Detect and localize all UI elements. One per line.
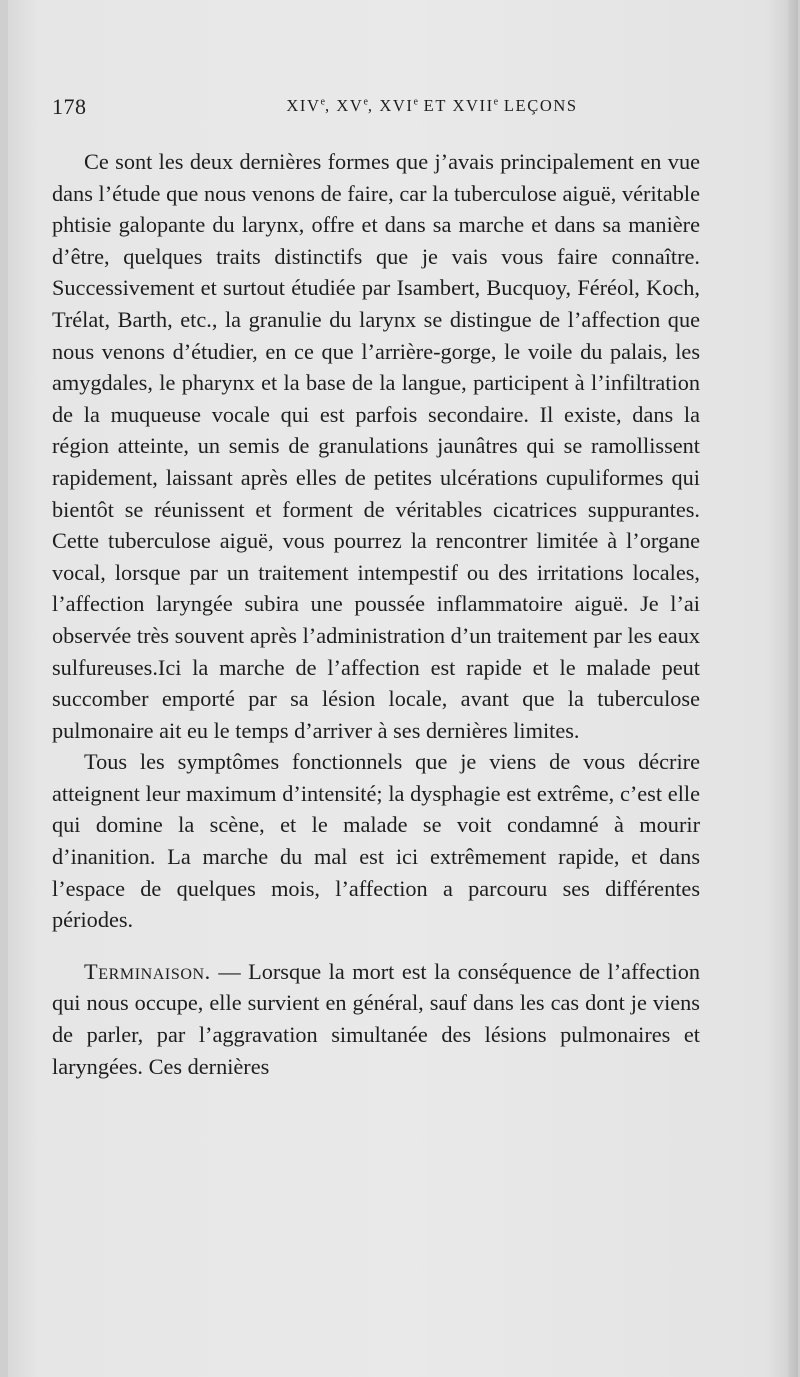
title-sup: e — [413, 96, 418, 108]
title-part: LEÇONS — [498, 96, 578, 115]
page-header — [52, 94, 702, 124]
section-terminaison — [52, 956, 700, 1082]
paragraph-2: Tous les symptômes fonctionnels que je viens de vous décrire atteignent leur maximum d’intensité; la dysphagie est extrême, c’est elle qui domine la scène, et le malade se voit condamné à mourir d’inanition. La marche du mal est ici extrêmement rapide, et dans l’espace de quelques mois, l’affection a parcouru ses différentes périodes. — [52, 749, 700, 933]
book-page — [8, 0, 798, 1377]
title-part: , XVI — [367, 96, 414, 115]
page-gutter-shadow — [788, 0, 798, 1377]
title-part: , XV — [324, 96, 364, 115]
title-sup: e — [320, 96, 325, 108]
running-title — [202, 96, 662, 116]
title-sup: e — [493, 96, 499, 108]
body-text — [52, 146, 700, 1082]
page-number: 178 — [52, 94, 87, 119]
paragraph-1: Ce sont les deux dernières formes que j’avais principalement en vue dans l’étude que nous venons de faire, car la tuberculose aiguë, véritable phtisie galopante du larynx, offre et dans sa marche et dans sa manière d’être, quelques traits distinctifs que je vais vous faire connaître. Successivement et surtout étudiée par Isambert, Bucquoy, Féréol, Koch, Trélat, Barth, etc., la granulie du larynx se distingue de l’affection que nous venons d’étudier, en ce que l’arrière-gorge, le voile du palais, les amygdales, le pharynx et la base de la langue, participent à l’infiltration de la muqueuse vocale qui est parfois secondaire. Il existe, dans la région atteinte, un semis de granulations jaunâtres qui se ramollissent rapidement, laissant après elles de petites ulcérations cupuliformes qui bientôt se réunissent et forment de véritables cicatrices suppurantes. Cette tuberculose aiguë, vous pourrez la rencontrer limitée à l’organe vocal, lorsque par un traitement intempestif ou des irritations locales, l’affection laryngée subira une poussée inflammatoire aiguë. Je l’ai observée très souvent après l’administration d’un traitement par les eaux sulfureuses.Ici la marche de l’affection est rapide et le malade peut succomber emporté par sa lésion locale, avant que la tuberculose pulmonaire ait eu le temps d’arriver à ses dernières limites. — [52, 149, 700, 743]
section-text: — Lorsque la mort est la conséquence de l’affection qui nous occupe, elle survient en général, sauf dans les cas dont je viens de parler, par l’aggravation simultanée des lésions pulmonaires et laryngées. Ces dernières — [52, 958, 700, 1079]
title-sup: e — [363, 96, 368, 108]
section-heading: Terminaison. — [84, 958, 211, 984]
title-part: ET XVII — [417, 96, 494, 115]
title-part: XIV — [286, 96, 321, 115]
